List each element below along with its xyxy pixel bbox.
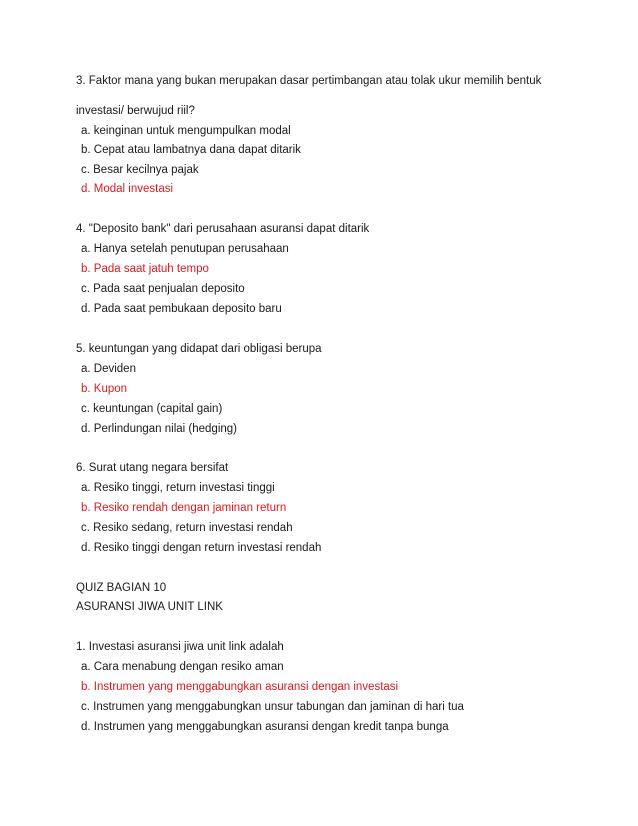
question-4-option-d: d. Pada saat pembukaan deposito baru (81, 303, 282, 315)
question-5-option-b-answer: b. Kupon (81, 383, 128, 395)
question-5-option-d: d. Perlindungan nilai (hedging) (81, 423, 237, 435)
question-6-option-a: a. Resiko tinggi, return investasi tinggi (81, 482, 275, 494)
question-3-stem-line1: 3. Faktor mana yang bukan merupakan dasar pertimbangan atau tolak ukur memilih bentuk (76, 75, 542, 87)
question-1-option-d: d. Instrumen yang menggabungkan asuransi dengan kredit tanpa bunga (81, 721, 449, 733)
question-5-option-c: c. keuntungan (capital gain) (81, 403, 223, 415)
section-subtitle: ASURANSI JIWA UNIT LINK (76, 601, 223, 613)
question-3-option-c: c. Besar kecilnya pajak (81, 164, 199, 176)
question-5-stem: 5. keuntungan yang didapat dari obligasi berupa (76, 343, 322, 355)
question-3-option-d-answer: d. Modal investasi (81, 183, 174, 195)
question-5-option-a: a. Deviden (81, 363, 136, 375)
question-1-option-c: c. Instrumen yang menggabungkan unsur tabungan dan jaminan di hari tua (81, 701, 464, 713)
question-6-option-c: c. Resiko sedang, return investasi rendah (81, 522, 293, 534)
question-6-option-d: d. Resiko tinggi dengan return investasi rendah (81, 542, 322, 554)
question-4-option-c: c. Pada saat penjualan deposito (81, 283, 245, 295)
question-6-option-b-answer: b. Resiko rendah dengan jaminan return (81, 502, 287, 514)
question-1-option-b-answer: b. Instrumen yang menggabungkan asuransi dengan investasi (81, 681, 399, 693)
question-4-stem: 4. "Deposito bank" dari perusahaan asuransi dapat ditarik (76, 223, 370, 235)
question-6-stem: 6. Surat utang negara bersifat (76, 462, 229, 474)
question-1-option-a: a. Cara menabung dengan resiko aman (81, 661, 284, 673)
question-1-stem: 1. Investasi asuransi jiwa unit link adalah (76, 641, 284, 653)
question-3-stem-line2: investasi/ berwujud riil? (76, 105, 195, 117)
question-3-option-b: b. Cepat atau lambatnya dana dapat ditarik (81, 144, 301, 156)
question-4-option-b-answer: b. Pada saat jatuh tempo (81, 263, 209, 275)
question-4-option-a: a. Hanya setelah penutupan perusahaan (81, 243, 289, 255)
section-title: QUIZ BAGIAN 10 (76, 582, 167, 594)
question-3-option-a: a. keinginan untuk mengumpulkan modal (81, 125, 291, 137)
